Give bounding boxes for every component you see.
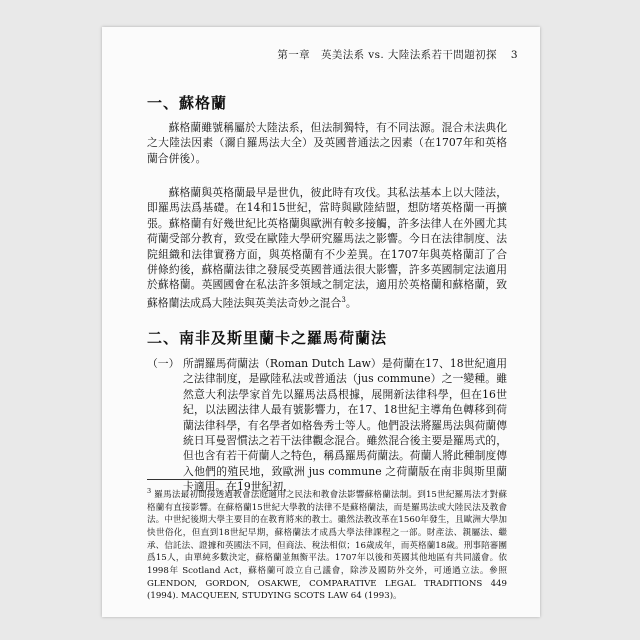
list-item-number: （一） xyxy=(147,357,180,370)
paragraph-text: 蘇格蘭與英格蘭最早是世仇，彼此時有攻伐。其私法基本上以大陸法，即羅馬法爲基礎。在14和15世紀，當時與歐陸結盟，想防堵英格蘭一再擴張。蘇格蘭有好幾世紀比英格蘭與歐洲有較多接觸，許多法律人在外國尤其荷蘭受部分教育，致受在歐陸大學研究羅馬法之影響。今日在法律制度、法院組織和法律實務方面，與英格蘭有不少差異。在1707年與英格蘭訂了合併條約後，蘇格蘭法律之發展受英國普通法很大影響，許多英國制定法適用於蘇格蘭。英國國會在私法許多領域之制定法，適用於英格蘭和蘇格蘭，致蘇格蘭法成爲大陸法與英美法奇妙之混合 xyxy=(147,186,507,310)
footnote-reference: 3 xyxy=(341,295,346,304)
footnote-text: 羅馬法最初間接透過教會法庭適用之民法和教會法影響蘇格蘭法制。到15世紀羅馬法才對蘇格蘭有直接影響。在蘇格蘭15世紀大學教的法律不是蘇格蘭法，而是羅馬法或大陸民法及教會法。中世紀後期大學主要目的在教育將來的教士。雖然法教改革在1560年發生，且歐洲大學加快世俗化，但直到18世紀早期，蘇格蘭法才成爲大學法律課程之一部。財產法、親屬法、繼承、信託法、證據和英國法不同，但商法、稅法相似；16歲成年，而英格蘭18歲。刑事陪審團爲15人，由單純多數決定，蘇格蘭並無衡平法。1707年以後和英國其他地區有共同議會。依1998年 Scotland Act，蘇格蘭可設立自己議會，除涉及國防外交外，可通過立法。參照 GLENDON, GORDON, OSAKWE, COMPARATIVE LEGAL TRADITIONS 449 (1994). MACQUEEN, STUDYING SCOTS LAW 64 (1993)。 xyxy=(147,489,507,602)
paragraph-end: 。 xyxy=(345,296,357,310)
footnote-divider xyxy=(147,479,243,480)
list-item-text: 所謂羅馬荷蘭法（Roman Dutch Law）是荷蘭在17、18世紀適用之法律制度，是歐陸私法或普通法（jus commune）之一變種。雖然意大利法學家首先以羅馬法爲根據，展開新法律科學，但在16世紀，以法國法律人最有號影響力，在17、18世紀主導角色轉移到荷蘭法律科學，有名學者如格魯秀士等人。他們設法將羅馬法與荷蘭傳統日耳曼習慣法之若干法律觀念混合。雖然混合後主要是羅馬式的，但也含有若干荷蘭人之特色，稱爲羅馬荷蘭法。荷蘭人將此種制度傳入他們的殖民地，致歐洲 jus commune 之荷蘭版在南非與斯里蘭卡適用。在19世紀初， xyxy=(183,357,507,494)
section-heading-roman-dutch-law: 二、南非及斯里蘭卡之羅馬荷蘭法 xyxy=(147,329,388,347)
section-heading-scotland: 一、蘇格蘭 xyxy=(147,94,228,112)
list-item-1 xyxy=(147,356,507,495)
footnote xyxy=(147,485,507,603)
book-page xyxy=(102,27,540,617)
footnote-marker: 3 xyxy=(147,487,152,495)
running-title: 第一章 英美法系 vs. 大陸法系若干問題初探 xyxy=(277,49,497,61)
page-number: 3 xyxy=(510,49,518,61)
paragraph-scotland-intro: 蘇格蘭雖號稱屬於大陸法系，但法制獨特，有不同法源。混合未法典化之大陸法因素（濔自羅馬法大全）及英國普通法之因素（在1707年和英格蘭合併後）。 xyxy=(147,121,507,165)
running-header xyxy=(277,47,518,62)
paragraph-scotland-history xyxy=(147,185,507,311)
